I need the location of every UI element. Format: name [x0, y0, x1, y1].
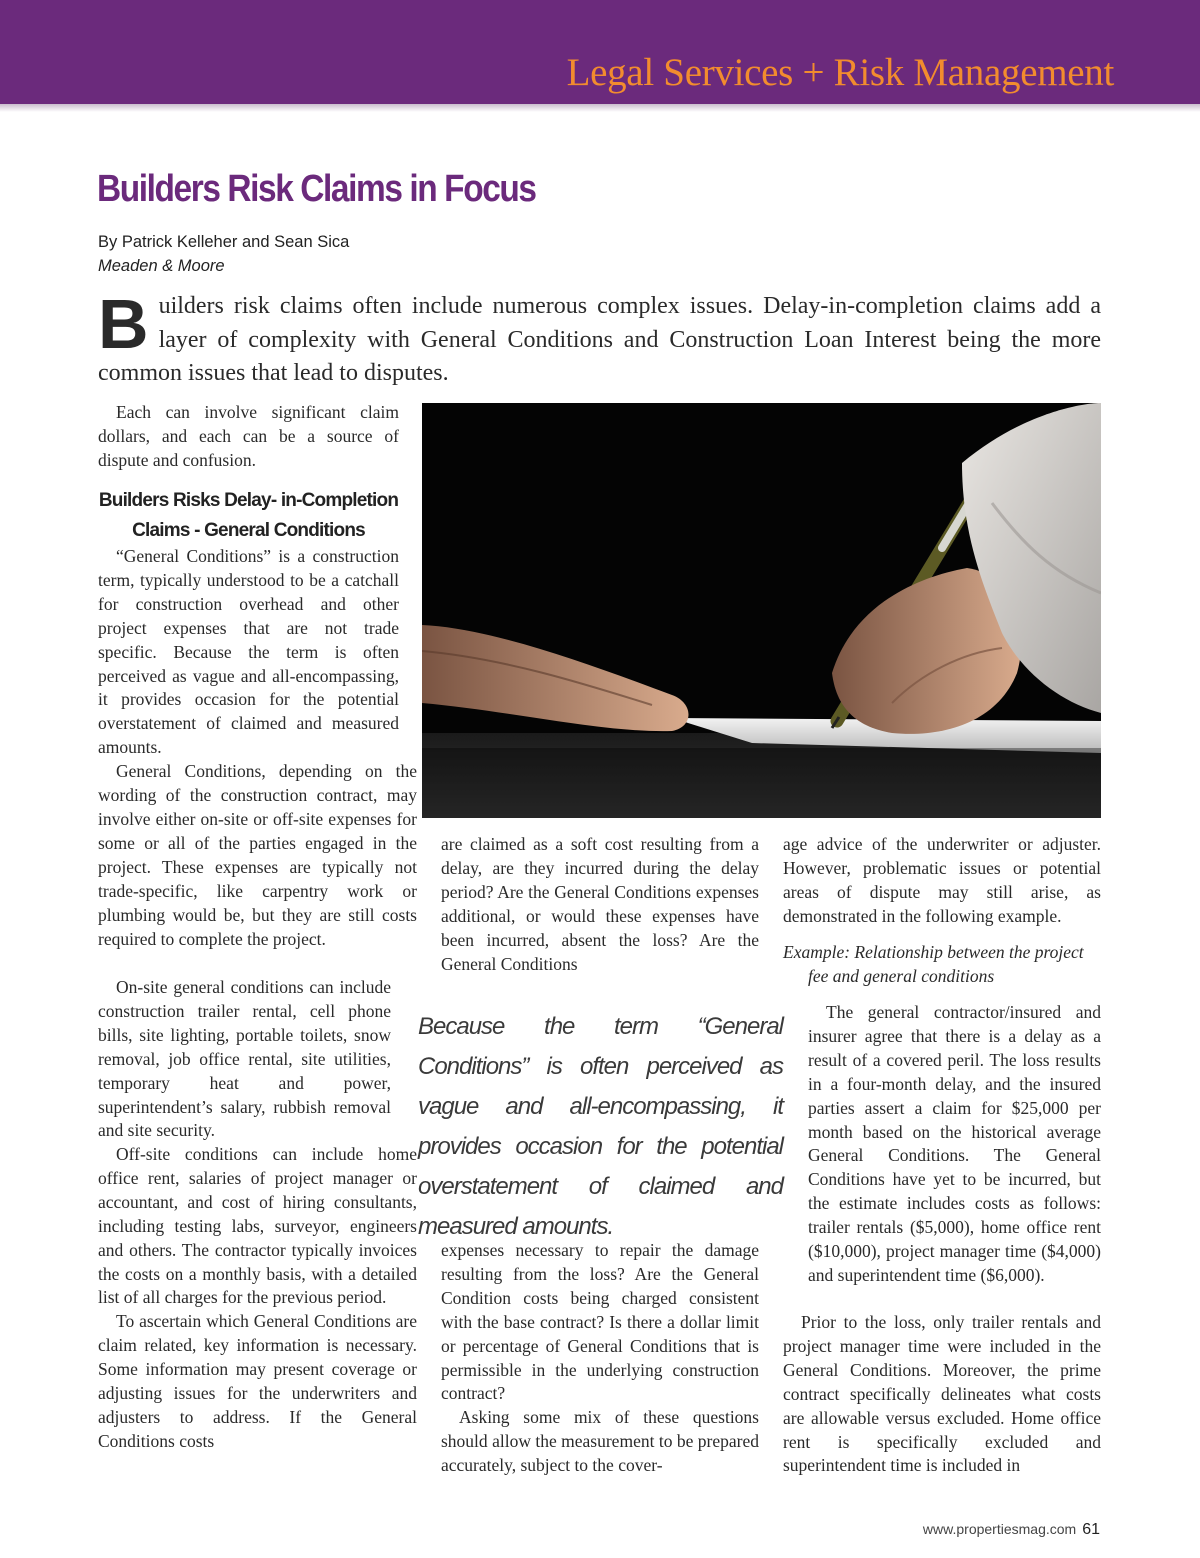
paragraph-example-scenario: The general contractor/insured and insurer agree that there is a delay as a result of a covered peril. The loss results in a four-month delay, and the insured parties assert a claim for $25,000 per month based on the historical average General Conditions. The General Conditions have yet to be incurred, but the estimate includes costs as follows: trailer rentals ($5,000), home office rent ($10,000), project manager time ($4,000) and superintendent time ($6,000).	[808, 1002, 1101, 1285]
example-heading-line-2: fee and general conditions	[808, 965, 995, 986]
paragraph-offsite-examples: Off-site conditions can include home office rent, salaries of project manager or accountant, and cost of hiring consultants, including testing labs, surveyor, engineers and others. The contractor typically invoices the costs on a monthly basis, with a detailed list of all charges for the previous period.	[98, 1144, 417, 1308]
page-footer	[923, 1521, 1100, 1539]
footer-url: www.propertiesmag.com	[922, 1521, 1077, 1537]
article-photo-signing-document	[422, 403, 1101, 818]
paragraph-ascertain: To ascertain which General Conditions are claim related, key information is necessary. Some information may present coverage or adjusting issues for the underwriters and adjusters to address. If the General Conditions costs	[98, 1311, 417, 1451]
paragraph-onsite-examples: On-site general conditions can include construction trailer rental, cell phone bills, site lighting, portable toilets, snow removal, job office rental, site utilities, temporary heat and power, superintendent’s salary, rubbish removal and site security.	[98, 977, 391, 1141]
column-3-top	[783, 833, 1101, 988]
column-1-lower	[98, 976, 391, 1143]
column-1-top	[98, 401, 399, 546]
banner-shadow	[0, 104, 1200, 112]
paragraph-repair-questions: expenses necessary to repair the damage resulting from the loss? Are the General Condition costs being charged consistent with the base contract? Is there a dollar limit or percentage of General Conditions that is permissible in the underlying construction contract?	[441, 1240, 759, 1404]
column-1-middle	[98, 545, 417, 951]
column-2-top	[441, 833, 759, 976]
paragraph-coverage-advice: age advice of the underwriter or adjuster. However, problematic issues or potential areas of dispute may still arise, as demonstrated in the following example.	[783, 834, 1101, 926]
page-number: 61	[1082, 1521, 1100, 1538]
column-3-example	[808, 1001, 1101, 1288]
paragraph-onsite-offsite: General Conditions, depending on the wording of the construction contract, may involve either on-site or off-site expenses for some or all of the parties engaged in the project. These expenses are typically not trade-specific, like carpentry work or plumbing would be, but they are still costs required to complete the project.	[98, 761, 417, 949]
column-2-bottom	[441, 1239, 759, 1478]
paragraph-general-conditions-definition: “General Conditions” is a construction term, typically understood to be a catchall for construction overhead and other project expenses that are not trade specific. Because the term is often perceived as vague and all-encompassing, it provides occasion for the potential overstatement of claimed and measured amounts.	[98, 546, 399, 758]
byline: By Patrick Kelleher and Sean Sica	[98, 233, 350, 251]
hand-signing-illustration	[422, 403, 1101, 818]
example-heading-line-1: Example: Relationship between the project	[783, 941, 1084, 962]
paragraph-prior-to-loss: Prior to the loss, only trailer rentals and project manager time were included in the General Conditions. Moreover, the prime contract specifically delineates what costs are allowable versus excluded. Home office rent is specifically excluded and superintendent time is included in	[783, 1312, 1101, 1476]
lede-text: uilders risk claims often include numerous complex issues. Delay-in-completion claims add a layer of complexity with General Conditions and Construction Loan Interest being the more common issues that lead to disputes.	[98, 293, 1101, 386]
column-1-bottom	[98, 1143, 417, 1454]
paragraph-delay-questions: are claimed as a soft cost resulting from a delay, are they incurred during the delay period? Are the General Conditions expenses additional, or would these expenses have been incurred, absent the loss? Are the General Conditions	[441, 834, 759, 974]
subheading: Builders Risks Delay- in-Completion Claims - General Conditions	[98, 489, 399, 541]
article-title: Builders Risk Claims in Focus	[97, 168, 536, 210]
pull-quote: Because the term “General Conditions” is often perceived as vague and all-encompassing, it provides occasion for the potential overstatement of claimed and measured amounts.	[418, 1013, 783, 1240]
paragraph-measurement: Asking some mix of these questions should allow the measurement to be prepared accurately, subject to the cover-	[441, 1407, 759, 1476]
drop-cap: B	[98, 285, 149, 363]
author-affiliation: Meaden & Moore	[98, 257, 225, 275]
section-title: Legal Services + Risk Management	[566, 51, 1114, 94]
column-3-bottom	[783, 1311, 1101, 1478]
lede-paragraph	[98, 285, 1101, 391]
intro-paragraph: Each can involve significant claim dollars, and each can be a source of dispute and confusion.	[98, 402, 399, 470]
example-heading	[783, 941, 1101, 989]
